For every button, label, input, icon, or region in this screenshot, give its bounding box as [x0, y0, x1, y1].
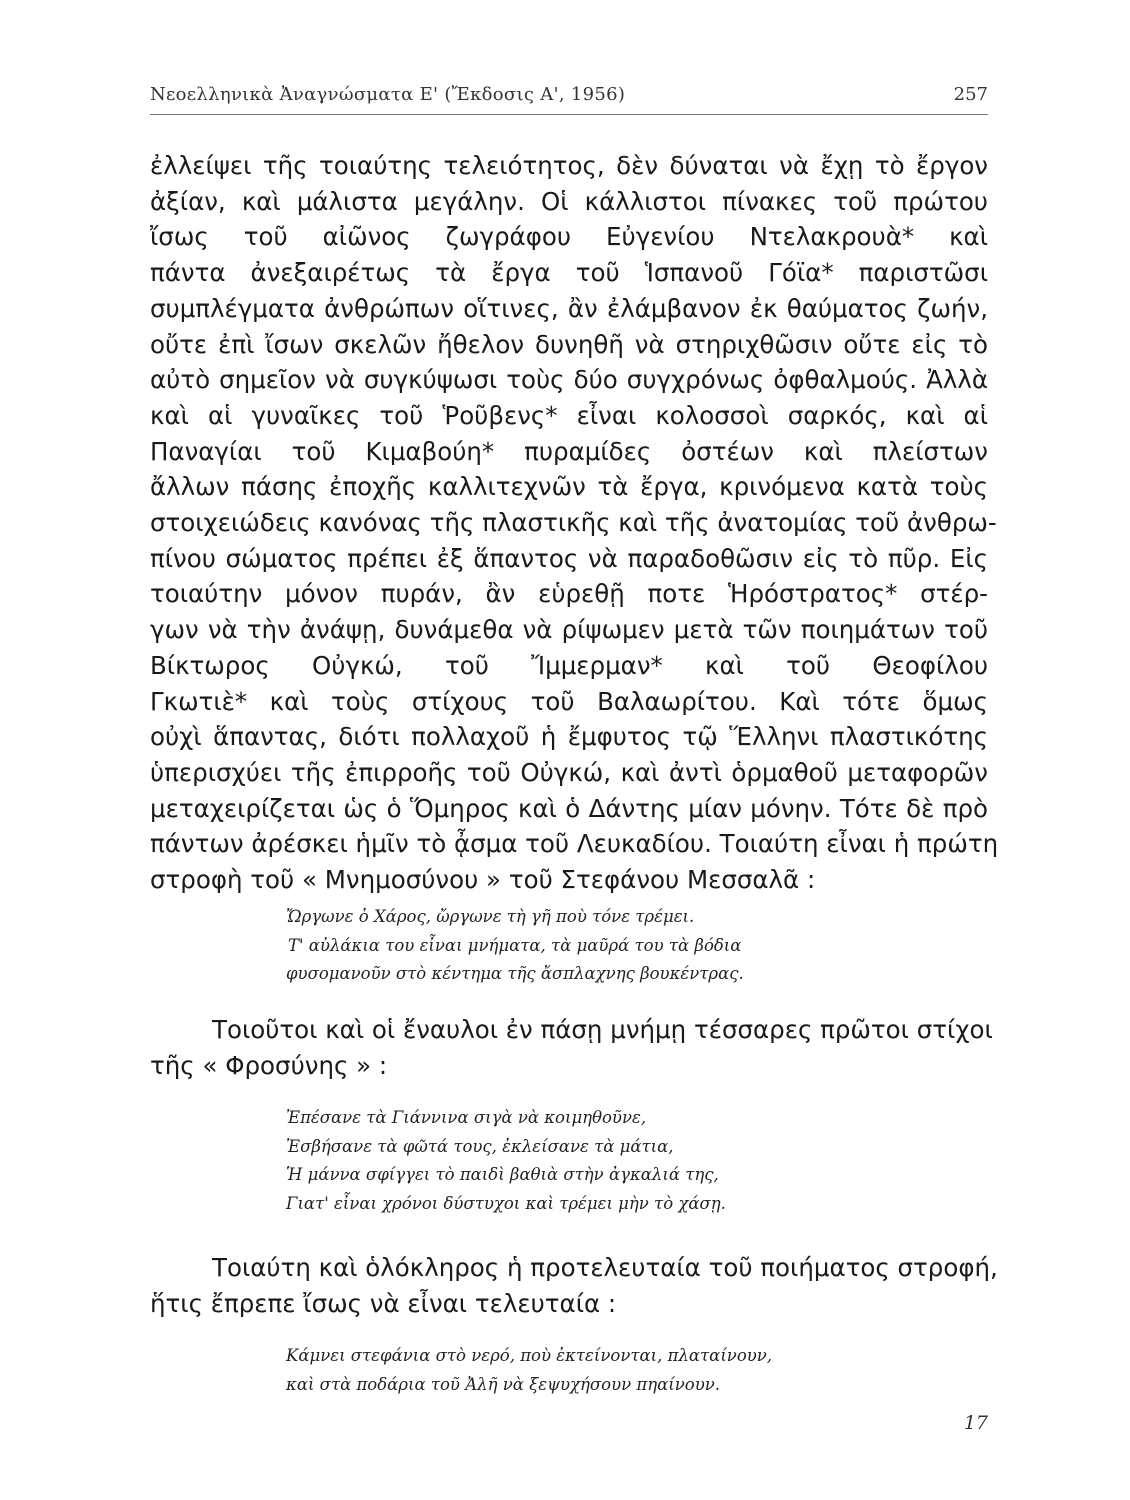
paragraph-2 [150, 1012, 993, 1083]
signature-mark: 17 [963, 1412, 988, 1434]
verse-line: Κάμνει στεφάνια στὸ νερό, ποὺ ἐκτείνονται, πλαταίνουν, [286, 1346, 773, 1365]
text-line: μεταχειρίζεται ὡς ὁ Ὅμηρος καὶ ὁ Δάντης μίαν μόνην. Τότε δὲ πρὸ [150, 793, 988, 823]
page-number: 257 [953, 84, 988, 105]
running-title: Νεοελληνικὰ Ἀναγνώσματα Ε' (Ἔκδοσις Α', 1956) [150, 84, 626, 105]
paragraph-1 [150, 148, 999, 898]
verse-line: Ἐσβήσανε τὰ φῶτά τους, ἐκλείσανε τὰ μάτια, [286, 1136, 674, 1156]
text-line: τῆς « Φροσύνης » : [150, 1050, 388, 1080]
text-line: ἀξίαν, καὶ μάλιστα μεγάλην. Οἱ κάλλιστοι πίνακες τοῦ πρώτου [150, 186, 988, 216]
page-header [150, 72, 988, 115]
text-line: στοιχειώδεις κανόνας τῆς πλαστικῆς καὶ τῆς ἀνατομίας τοῦ ἀνθρω- [150, 508, 997, 538]
text-line: Τοιαύτη καὶ ὁλόκληρος ἡ προτελευταία τοῦ ποιήματος στροφή, [212, 1253, 998, 1282]
text-line: γων νὰ τὴν ἀνάψῃ, δυνάμεθα νὰ ρίψωμεν μετὰ τῶν ποιημάτων τοῦ [150, 615, 988, 645]
text-line: ἐλλείψει τῆς τοιαύτης τελειότητος, δὲν δύναται νὰ ἔχῃ τὸ ἔργον [150, 151, 988, 180]
text-line: Βίκτωρος Οὐγκώ, τοῦ Ἴμμερμαν* καὶ τοῦ Θεοφίλου [150, 650, 988, 680]
verse-line: Ἡ μάννα σφίγγει τὸ παιδὶ βαθιὰ στὴν ἀγκαλιά της, [286, 1165, 719, 1184]
text-line: καὶ αἱ γυναῖκες τοῦ Ῥοῦβενς* εἶναι κολοσσοὶ σαρκός, καὶ αἱ [150, 400, 988, 430]
text-line: ἄλλων πάσης ἐποχῆς καλλιτεχνῶν τὰ ἔργα, κρινόμενα κατὰ τοὺς [150, 472, 988, 502]
text-line: οὔτε ἐπὶ ἴσων σκελῶν ἤθελον δυνηθῆ νὰ στηριχθῶσιν οὔτε εἰς τὸ [150, 329, 988, 359]
text-line: τοιαύτην μόνον πυράν, ἂν εὑρεθῇ ποτε Ἡρόστρατος* στέρ- [150, 579, 988, 609]
verse-quote-1 [286, 903, 856, 989]
verse-line: καὶ στὰ ποδάρια τοῦ Ἀλῆ νὰ ξεψυχήσουν πηαίνουν. [286, 1374, 721, 1394]
text-line: αὐτὸ σημεῖον νὰ συγκύψωσι τοὺς δύο συγχρόνως ὀφθαλμούς. Ἀλλὰ [150, 365, 988, 395]
text-line: Τοιοῦτοι καὶ οἱ ἔναυλοι ἐν πάσῃ μνήμῃ τέσσαρες πρῶτοι στίχοι [212, 1015, 993, 1044]
text-line: ὑπερισχύει τῆς ἐπιρροῆς τοῦ Οὐγκώ, καὶ ἀντὶ ὁρμαθοῦ μεταφορῶν [150, 757, 988, 787]
text-line: πάντων ἀρέσκει ἡμῖν τὸ ᾆσμα τοῦ Λευκαδίου. Τοιαύτη εἶναι ἡ πρώτη [150, 829, 999, 859]
verse-line: Ἐπέσανε τὰ Γιάννινα σιγὰ νὰ κοιμηθοῦνε, [286, 1108, 647, 1127]
verse-line: Γιατ' εἶναι χρόνοι δύστυχοι καὶ τρέμει μὴν τὸ χάσῃ. [286, 1193, 726, 1213]
text-line: συμπλέγματα ἀνθρώπων οἵτινες, ἂν ἐλάμβανον ἐκ θαύματος ζωήν, [150, 293, 988, 323]
text-line: ἴσως τοῦ αἰῶνος ζωγράφου Εὐγενίου Ντελακρουὰ* καὶ [150, 222, 988, 252]
text-line: οὐχὶ ἅπαντας, διότι πολλαχοῦ ἡ ἔμφυτος τῷ Ἕλληνι πλαστικότης [150, 722, 988, 752]
text-line: πίνου σώματος πρέπει ἐξ ἅπαντος νὰ παραδοθῶσιν εἰς τὸ πῦρ. Εἰς [150, 543, 988, 573]
verse-line: Ὤργωνε ὁ Χάρος, ὤργωνε τὴ γῆ ποὺ τόνε τρέμει. [286, 907, 695, 926]
text-line: στροφὴ τοῦ « Μνημοσύνου » τοῦ Στεφάνου Μεσσαλᾶ : [150, 865, 816, 895]
verse-quote-3 [286, 1342, 856, 1399]
verse-quote-2 [286, 1104, 856, 1218]
text-line: Παναγίαι τοῦ Κιμαβούη* πυραμίδες ὀστέων καὶ πλείστων [150, 436, 988, 466]
text-line: ἥτις ἔπρεπε ἴσως νὰ εἶναι τελευταία : [150, 1288, 617, 1318]
text-line: πάντα ἀνεξαιρέτως τὰ ἔργα τοῦ Ἱσπανοῦ Γόϊα* παριστῶσι [150, 258, 988, 288]
paragraph-3 [150, 1250, 998, 1321]
verse-line: Τ' αὐλάκια του εἶναι μνήματα, τὰ μαῦρά του τὰ βόδια [288, 935, 742, 955]
verse-line: φυσομανοῦν στὸ κέντημα τῆς ἄσπλαχνης βουκέντρας. [286, 964, 744, 983]
text-line: Γκωτιὲ* καὶ τοὺς στίχους τοῦ Βαλαωρίτου. Καὶ τότε ὅμως [150, 686, 988, 716]
